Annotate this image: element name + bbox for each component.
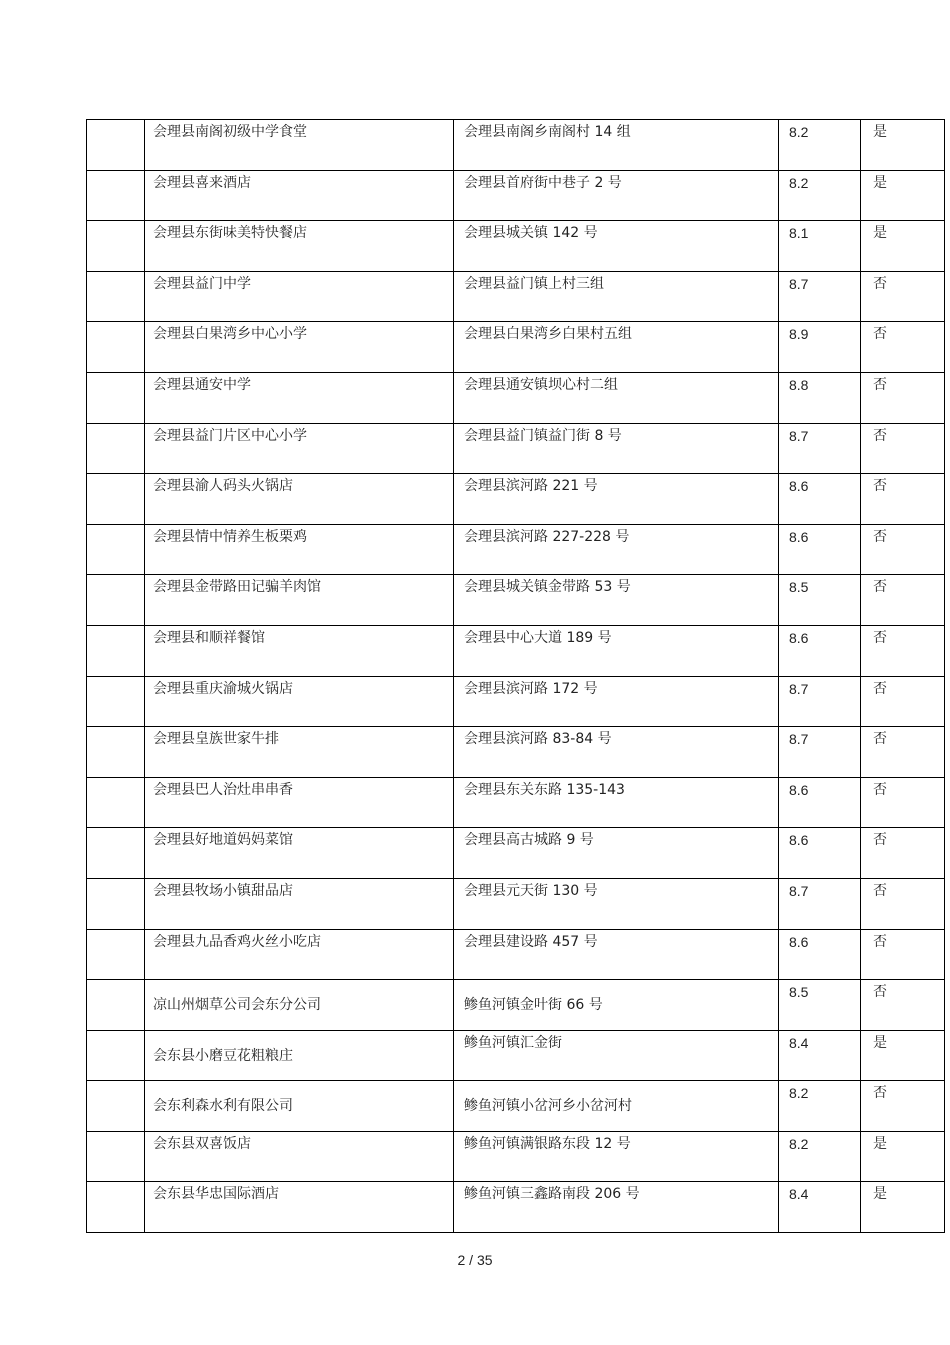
flag-text: 否 <box>873 1085 887 1102</box>
score-cell <box>779 322 861 373</box>
score-cell <box>779 878 861 929</box>
flag-cell <box>861 474 945 525</box>
score-cell <box>779 524 861 575</box>
index-cell <box>87 625 145 676</box>
name-cell <box>145 1030 454 1081</box>
index-cell <box>87 170 145 221</box>
flag-cell <box>861 1182 945 1233</box>
address-text: 会理县元天街 130 号 <box>464 882 598 899</box>
flag-cell <box>861 170 945 221</box>
score-text: 8.2 <box>789 124 809 140</box>
flag-text: 否 <box>873 478 887 495</box>
name-cell <box>145 322 454 373</box>
flag-text: 否 <box>873 629 887 646</box>
score-cell <box>779 828 861 879</box>
score-text: 8.4 <box>789 1034 809 1051</box>
address-cell <box>454 1182 779 1233</box>
score-text: 8.6 <box>789 933 809 950</box>
name-text: 会理县九品香鸡火丝小吃店 <box>153 933 321 950</box>
flag-text: 否 <box>873 731 887 748</box>
score-cell <box>779 929 861 980</box>
table-row <box>87 372 945 423</box>
name-cell <box>145 423 454 474</box>
flag-text: 否 <box>873 680 887 697</box>
index-cell <box>87 828 145 879</box>
flag-cell <box>861 575 945 626</box>
flag-text: 是 <box>873 225 887 242</box>
address-text: 会理县建设路 457 号 <box>464 933 598 950</box>
address-text: 鲹鱼河镇满银路东段 12 号 <box>464 1135 631 1152</box>
index-cell <box>87 271 145 322</box>
table-row <box>87 676 945 727</box>
name-text: 会理县和顺祥餐馆 <box>153 629 265 646</box>
score-cell <box>779 474 861 525</box>
address-text: 会理县首府街中巷子 2 号 <box>464 174 622 191</box>
name-text: 会东县双喜饭店 <box>153 1135 251 1152</box>
table-row <box>87 120 945 171</box>
name-text: 会理县好地道妈妈菜馆 <box>153 832 293 849</box>
name-text: 会理县益门片区中心小学 <box>153 427 307 444</box>
score-text: 8.8 <box>789 376 809 393</box>
score-cell <box>779 980 861 1031</box>
name-cell <box>145 676 454 727</box>
index-cell <box>87 727 145 778</box>
index-cell <box>87 1030 145 1081</box>
flag-text: 否 <box>873 781 887 798</box>
name-cell <box>145 221 454 272</box>
address-cell <box>454 170 779 221</box>
address-text: 会理县白果湾乡白果村五组 <box>464 326 632 343</box>
address-text: 会理县滨河路 172 号 <box>464 680 598 697</box>
score-text: 8.7 <box>789 731 809 748</box>
table-row <box>87 828 945 879</box>
name-cell <box>145 1182 454 1233</box>
address-cell <box>454 221 779 272</box>
index-cell <box>87 120 145 171</box>
index-cell <box>87 1081 145 1132</box>
address-text: 会理县益门镇益门街 8 号 <box>464 427 622 444</box>
index-cell <box>87 777 145 828</box>
address-text: 会理县益门镇上村三组 <box>464 275 604 292</box>
name-cell <box>145 170 454 221</box>
address-cell <box>454 980 779 1031</box>
index-cell <box>87 423 145 474</box>
flag-cell <box>861 271 945 322</box>
score-cell <box>779 625 861 676</box>
address-text: 鲹鱼河镇小岔河乡小岔河村 <box>464 1098 632 1115</box>
page-number: 2 / 35 <box>457 1252 493 1268</box>
address-text: 鲹鱼河镇三鑫路南段 206 号 <box>464 1186 640 1203</box>
table-row <box>87 575 945 626</box>
address-text: 会理县通安镇坝心村二组 <box>464 376 618 393</box>
flag-text: 否 <box>873 832 887 849</box>
address-cell <box>454 423 779 474</box>
name-text: 会理县东街味美特快餐店 <box>153 225 307 242</box>
address-text: 会理县城关镇金带路 53 号 <box>464 579 631 596</box>
name-text: 会理县巴人治灶串串香 <box>153 781 293 798</box>
address-cell <box>454 929 779 980</box>
name-cell <box>145 727 454 778</box>
name-cell <box>145 777 454 828</box>
name-text: 凉山州烟草公司会东分公司 <box>153 997 321 1014</box>
score-cell <box>779 372 861 423</box>
address-text: 会理县东关东路 135-143 <box>464 781 625 798</box>
flag-cell <box>861 980 945 1031</box>
address-cell <box>454 1131 779 1182</box>
score-text: 8.2 <box>789 1085 809 1102</box>
address-cell <box>454 120 779 171</box>
address-cell <box>454 474 779 525</box>
address-cell <box>454 322 779 373</box>
address-text: 会理县滨河路 83-84 号 <box>464 731 612 748</box>
name-text: 会理县通安中学 <box>153 376 251 393</box>
index-cell <box>87 474 145 525</box>
table-row <box>87 777 945 828</box>
address-cell <box>454 625 779 676</box>
table-row <box>87 878 945 929</box>
table-row <box>87 423 945 474</box>
table-row <box>87 929 945 980</box>
address-cell <box>454 676 779 727</box>
score-cell <box>779 170 861 221</box>
name-cell <box>145 878 454 929</box>
address-cell <box>454 575 779 626</box>
data-table <box>86 119 945 1233</box>
score-text: 8.6 <box>789 629 809 646</box>
name-cell <box>145 980 454 1031</box>
flag-text: 否 <box>873 528 887 545</box>
flag-cell <box>861 423 945 474</box>
name-cell <box>145 372 454 423</box>
index-cell <box>87 524 145 575</box>
score-text: 8.5 <box>789 984 809 1001</box>
flag-cell <box>861 878 945 929</box>
score-text: 8.5 <box>789 579 809 596</box>
score-cell <box>779 1131 861 1182</box>
address-cell <box>454 777 779 828</box>
score-text: 8.7 <box>789 427 809 444</box>
name-cell <box>145 271 454 322</box>
name-cell <box>145 474 454 525</box>
name-text: 会理县牧场小镇甜品店 <box>153 882 293 899</box>
flag-text: 否 <box>873 376 887 393</box>
score-text: 8.4 <box>789 1186 809 1203</box>
flag-cell <box>861 322 945 373</box>
score-text: 8.2 <box>789 1135 809 1152</box>
name-cell <box>145 524 454 575</box>
index-cell <box>87 372 145 423</box>
table-row <box>87 271 945 322</box>
score-cell <box>779 575 861 626</box>
table-row <box>87 1182 945 1233</box>
name-text: 会东利森水利有限公司 <box>153 1098 293 1115</box>
flag-cell <box>861 828 945 879</box>
score-cell <box>779 727 861 778</box>
name-text: 会理县南阁初级中学食堂 <box>153 124 307 140</box>
index-cell <box>87 676 145 727</box>
score-text: 8.1 <box>789 225 809 242</box>
name-cell <box>145 828 454 879</box>
address-cell <box>454 372 779 423</box>
score-text: 8.7 <box>789 680 809 697</box>
address-text: 会理县南阁乡南阁村 14 组 <box>464 124 631 140</box>
address-text: 会理县滨河路 227-228 号 <box>464 528 630 545</box>
score-text: 8.6 <box>789 478 809 495</box>
address-text: 会理县中心大道 189 号 <box>464 629 612 646</box>
score-text: 8.6 <box>789 832 809 849</box>
flag-cell <box>861 777 945 828</box>
flag-text: 否 <box>873 275 887 292</box>
score-cell <box>779 777 861 828</box>
address-cell <box>454 271 779 322</box>
score-text: 8.6 <box>789 781 809 798</box>
flag-cell <box>861 727 945 778</box>
score-text: 8.6 <box>789 528 809 545</box>
score-cell <box>779 1081 861 1132</box>
name-text: 会理县金带路田记骗羊肉馆 <box>153 579 321 596</box>
table-row <box>87 322 945 373</box>
table-row <box>87 524 945 575</box>
flag-text: 否 <box>873 427 887 444</box>
name-text: 会理县益门中学 <box>153 275 251 292</box>
flag-text: 否 <box>873 882 887 899</box>
index-cell <box>87 221 145 272</box>
name-cell <box>145 929 454 980</box>
index-cell <box>87 929 145 980</box>
address-text: 鲹鱼河镇金叶街 66 号 <box>464 997 603 1014</box>
name-cell <box>145 1131 454 1182</box>
table-row <box>87 1081 945 1132</box>
name-text: 会理县重庆渝城火锅店 <box>153 680 293 697</box>
score-text: 8.9 <box>789 326 809 343</box>
name-text: 会东县小磨豆花粗粮庄 <box>153 1047 293 1064</box>
flag-text: 是 <box>873 1135 887 1152</box>
flag-cell <box>861 1030 945 1081</box>
address-cell <box>454 1081 779 1132</box>
table-row <box>87 474 945 525</box>
flag-text: 是 <box>873 124 887 140</box>
name-text: 会理县白果湾乡中心小学 <box>153 326 307 343</box>
table-row <box>87 727 945 778</box>
address-text: 鲹鱼河镇汇金街 <box>464 1034 562 1051</box>
flag-cell <box>861 372 945 423</box>
flag-cell <box>861 120 945 171</box>
address-cell <box>454 524 779 575</box>
flag-text: 否 <box>873 579 887 596</box>
score-cell <box>779 1030 861 1081</box>
index-cell <box>87 980 145 1031</box>
flag-text: 是 <box>873 174 887 191</box>
address-cell <box>454 828 779 879</box>
flag-text: 否 <box>873 326 887 343</box>
table-row <box>87 221 945 272</box>
name-cell <box>145 120 454 171</box>
name-cell <box>145 575 454 626</box>
name-cell <box>145 1081 454 1132</box>
table-row <box>87 1131 945 1182</box>
flag-cell <box>861 625 945 676</box>
score-cell <box>779 1182 861 1233</box>
address-text: 会理县滨河路 221 号 <box>464 478 598 495</box>
score-text: 8.7 <box>789 275 809 292</box>
address-text: 会理县城关镇 142 号 <box>464 225 598 242</box>
table-row <box>87 980 945 1031</box>
flag-cell <box>861 524 945 575</box>
address-text: 会理县高古城路 9 号 <box>464 832 594 849</box>
flag-cell <box>861 676 945 727</box>
flag-cell <box>861 1081 945 1132</box>
address-cell <box>454 1030 779 1081</box>
table-row <box>87 1030 945 1081</box>
table-body <box>87 120 945 1233</box>
flag-text: 是 <box>873 1186 887 1203</box>
table-row <box>87 170 945 221</box>
score-text: 8.7 <box>789 882 809 899</box>
score-cell <box>779 221 861 272</box>
index-cell <box>87 878 145 929</box>
score-cell <box>779 271 861 322</box>
flag-cell <box>861 221 945 272</box>
address-cell <box>454 878 779 929</box>
index-cell <box>87 322 145 373</box>
flag-cell <box>861 1131 945 1182</box>
table-row <box>87 625 945 676</box>
score-cell <box>779 120 861 171</box>
flag-text: 是 <box>873 1034 887 1051</box>
name-text: 会东县华忠国际酒店 <box>153 1186 279 1203</box>
name-text: 会理县渝人码头火锅店 <box>153 478 293 495</box>
score-cell <box>779 676 861 727</box>
flag-cell <box>861 929 945 980</box>
name-cell <box>145 625 454 676</box>
score-text: 8.2 <box>789 174 809 191</box>
score-cell <box>779 423 861 474</box>
name-text: 会理县情中情养生板栗鸡 <box>153 528 307 545</box>
index-cell <box>87 1182 145 1233</box>
flag-text: 否 <box>873 933 887 950</box>
name-text: 会理县喜来酒店 <box>153 174 251 191</box>
flag-text: 否 <box>873 984 887 1001</box>
name-text: 会理县皇族世家牛排 <box>153 731 279 748</box>
address-cell <box>454 727 779 778</box>
index-cell <box>87 575 145 626</box>
index-cell <box>87 1131 145 1182</box>
